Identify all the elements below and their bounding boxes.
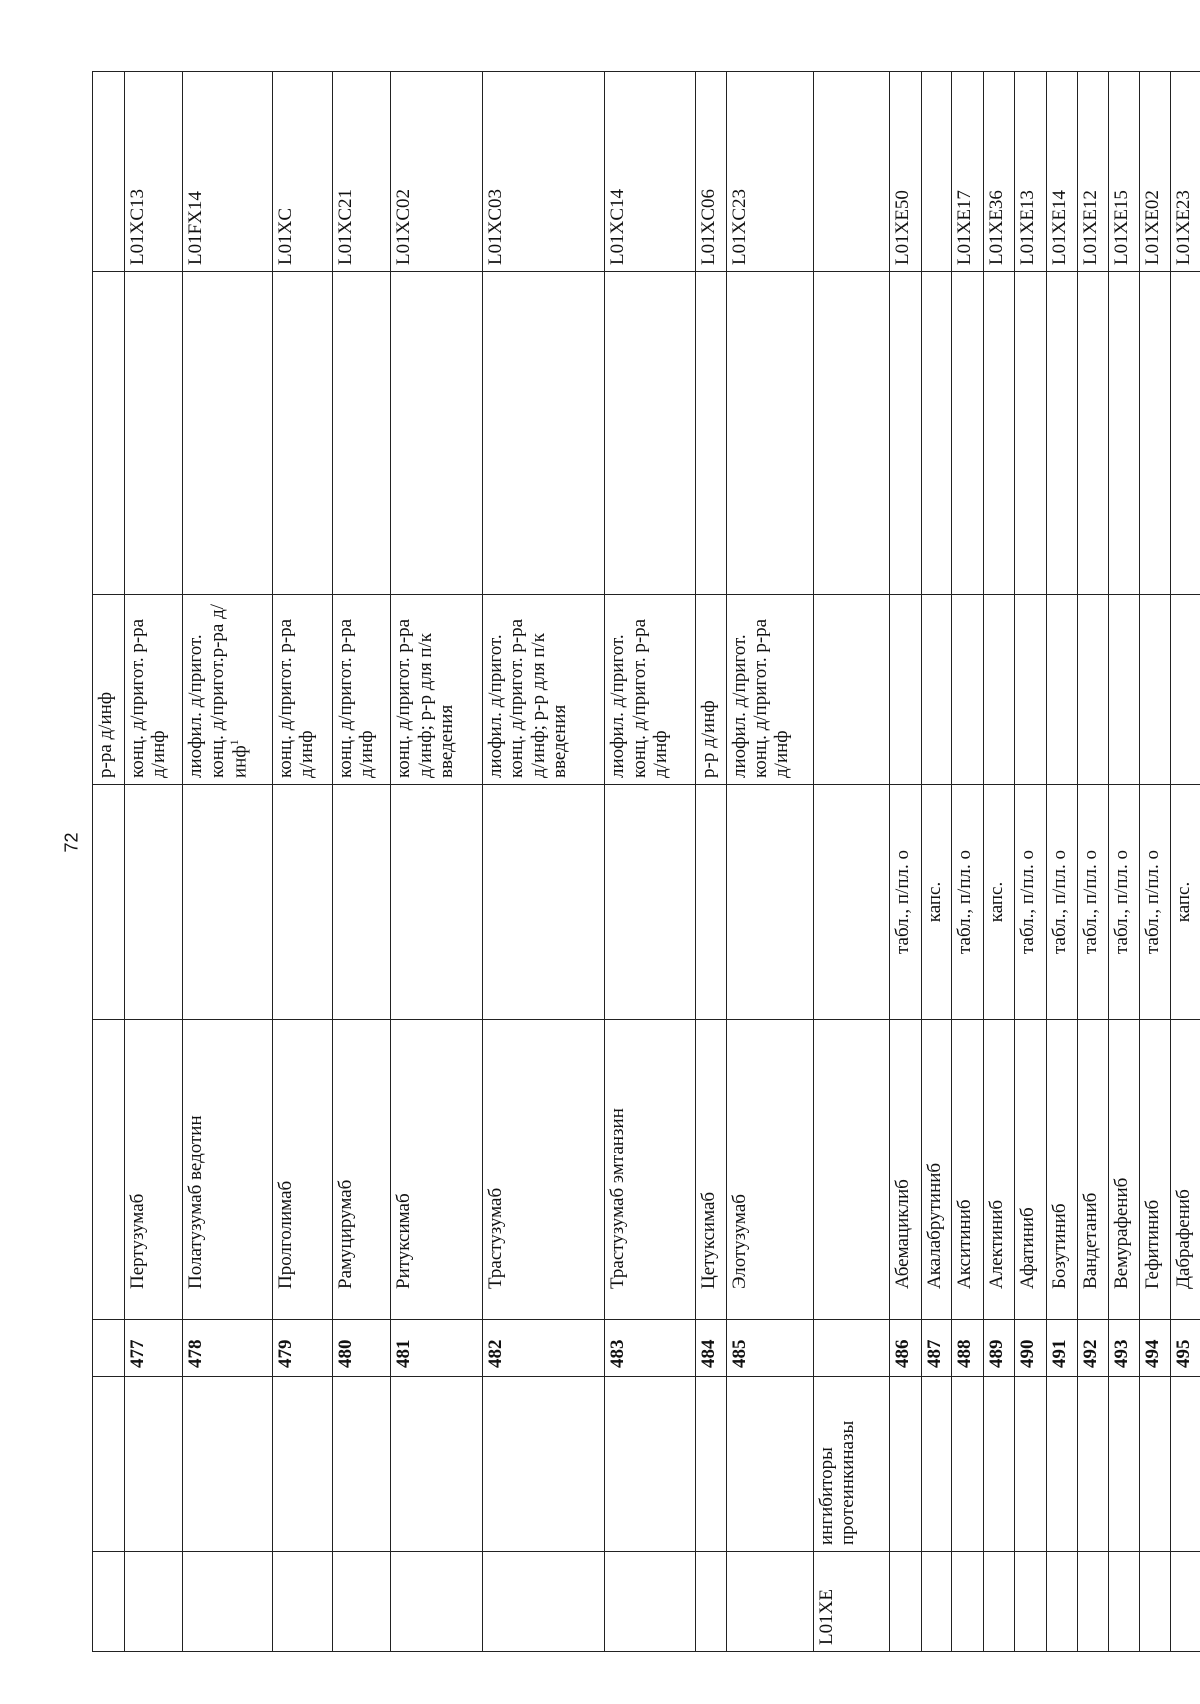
drug-name-cell (93, 1020, 125, 1320)
other-form-cell (483, 272, 605, 595)
oral-form-cell (183, 785, 272, 1020)
drug-name-cell: Абемациклиб (889, 1020, 921, 1320)
table-row (93, 72, 125, 1652)
row-number-cell: 495 (1171, 1320, 1200, 1377)
table-row (332, 72, 391, 1652)
drug-name-cell: Цетуксимаб (695, 1020, 726, 1320)
other-form-cell (1109, 272, 1140, 595)
group-name-cell (605, 1377, 695, 1552)
row-number-cell: 478 (183, 1320, 272, 1377)
other-form-cell (1015, 272, 1047, 595)
row-number-cell: 491 (1046, 1320, 1077, 1377)
atc-code-cell: L01XE36 (984, 72, 1015, 272)
group-name-cell (93, 1377, 125, 1552)
parenteral-form-cell (1077, 595, 1109, 785)
group-code-cell (93, 1552, 125, 1652)
row-number-cell: 481 (391, 1320, 483, 1377)
group-code-cell (391, 1552, 483, 1652)
row-number-cell: 486 (889, 1320, 921, 1377)
oral-form-cell (605, 785, 695, 1020)
table-row (889, 72, 921, 1652)
parenteral-form-cell (984, 595, 1015, 785)
row-number-cell: 480 (332, 1320, 391, 1377)
oral-form-cell (726, 785, 813, 1020)
row-number-cell: 492 (1077, 1320, 1109, 1377)
drug-name-cell: Бозутиниб (1046, 1020, 1077, 1320)
drug-name-cell: Рамуцирумаб (332, 1020, 391, 1320)
group-code-cell (1077, 1552, 1109, 1652)
group-code-cell (124, 1552, 183, 1652)
row-number-cell: 487 (921, 1320, 952, 1377)
group-code-cell (984, 1552, 1015, 1652)
table-row (1046, 72, 1077, 1652)
group-name-cell (695, 1377, 726, 1552)
other-form-cell (952, 272, 984, 595)
row-number-cell: 483 (605, 1320, 695, 1377)
group-name-cell (889, 1377, 921, 1552)
drug-name-cell (813, 1020, 889, 1320)
parenteral-form-cell (1109, 595, 1140, 785)
other-form-cell (272, 272, 332, 595)
atc-code-cell: L01XE23 (1171, 72, 1200, 272)
group-name-cell (124, 1377, 183, 1552)
other-form-cell (889, 272, 921, 595)
atc-code-cell: L01XC13 (124, 72, 183, 272)
oral-form-cell (124, 785, 183, 1020)
table-row (1077, 72, 1109, 1652)
drug-table (92, 71, 1200, 1652)
other-form-cell (921, 272, 952, 595)
parenteral-form-cell: лиофил. д/пригот. конц. д/пригот. р-ра д/инф (605, 595, 695, 785)
oral-form-cell: табл., п/пл. о (952, 785, 984, 1020)
oral-form-cell (93, 785, 125, 1020)
parenteral-form-cell: лиофил. д/пригот. конц. д/пригот. р-ра д/инф; р-р для п/к введения (483, 595, 605, 785)
oral-form-cell: табл., п/пл. о (1077, 785, 1109, 1020)
parenteral-form-cell (813, 595, 889, 785)
atc-code-cell (813, 72, 889, 272)
atc-code-cell (93, 72, 125, 272)
group-name-cell (1140, 1377, 1171, 1552)
table-row (984, 72, 1015, 1652)
atc-code-cell: L01XC02 (391, 72, 483, 272)
atc-code-cell: L01XC21 (332, 72, 391, 272)
oral-form-cell (813, 785, 889, 1020)
other-form-cell (605, 272, 695, 595)
group-code-cell (1140, 1552, 1171, 1652)
table-row (1171, 72, 1200, 1652)
parenteral-form-cell (1015, 595, 1047, 785)
parenteral-form-cell (889, 595, 921, 785)
atc-code-cell: L01XE02 (1140, 72, 1171, 272)
group-code-cell (332, 1552, 391, 1652)
atc-code-cell: L01XE15 (1109, 72, 1140, 272)
group-name-cell (183, 1377, 272, 1552)
parenteral-form-cell: р-р д/инф (695, 595, 726, 785)
oral-form-cell (332, 785, 391, 1020)
parenteral-form-cell (921, 595, 952, 785)
other-form-cell (332, 272, 391, 595)
atc-code-cell: L01XC23 (726, 72, 813, 272)
group-name-cell (1046, 1377, 1077, 1552)
table-row (124, 72, 183, 1652)
oral-form-cell: табл., п/пл. о (1140, 785, 1171, 1020)
drug-name-cell: Дабрафениб (1171, 1020, 1200, 1320)
oral-form-cell: капс. (921, 785, 952, 1020)
atc-code-cell: L01XC06 (695, 72, 726, 272)
drug-name-cell: Полатузумаб ведотин (183, 1020, 272, 1320)
row-number-cell (813, 1320, 889, 1377)
group-code-cell (1015, 1552, 1047, 1652)
group-name-cell (1109, 1377, 1140, 1552)
drug-name-cell: Трастузумаб эмтанзин (605, 1020, 695, 1320)
table-row (695, 72, 726, 1652)
drug-name-cell: Афатиниб (1015, 1020, 1047, 1320)
atc-code-cell (921, 72, 952, 272)
group-code-cell (695, 1552, 726, 1652)
row-number-cell: 489 (984, 1320, 1015, 1377)
group-code-cell (272, 1552, 332, 1652)
parenteral-form-cell (1140, 595, 1171, 785)
group-name-cell (391, 1377, 483, 1552)
table-row (1140, 72, 1171, 1652)
oral-form-cell (391, 785, 483, 1020)
table-row (726, 72, 813, 1652)
table-row (1109, 72, 1140, 1652)
group-code-cell (889, 1552, 921, 1652)
table-row (952, 72, 984, 1652)
group-name-cell (984, 1377, 1015, 1552)
group-name-cell (1171, 1377, 1200, 1552)
rotated-table-container (92, 72, 1200, 1652)
group-name-cell (952, 1377, 984, 1552)
other-form-cell (695, 272, 726, 595)
group-name-cell (272, 1377, 332, 1552)
row-number-cell: 490 (1015, 1320, 1047, 1377)
group-code-cell (183, 1552, 272, 1652)
table-row (183, 72, 272, 1652)
table-row (605, 72, 695, 1652)
other-form-cell (183, 272, 272, 595)
parenteral-form-cell: конц. д/пригот. р-ра д/инф (124, 595, 183, 785)
other-form-cell (391, 272, 483, 595)
atc-code-cell: L01XE50 (889, 72, 921, 272)
oral-form-cell: табл., п/пл. о (1109, 785, 1140, 1020)
group-name-cell (483, 1377, 605, 1552)
table-row (272, 72, 332, 1652)
oral-form-cell (483, 785, 605, 1020)
oral-form-cell: табл., п/пл. о (889, 785, 921, 1020)
drug-name-cell: Гефитиниб (1140, 1020, 1171, 1320)
group-code-cell (1046, 1552, 1077, 1652)
group-code-cell (952, 1552, 984, 1652)
oral-form-cell (272, 785, 332, 1020)
drug-name-cell: Алектиниб (984, 1020, 1015, 1320)
group-name-cell (726, 1377, 813, 1552)
other-form-cell (93, 272, 125, 595)
group-code-cell (726, 1552, 813, 1652)
parenteral-form-cell: р-ра д/инф (93, 595, 125, 785)
oral-form-cell (695, 785, 726, 1020)
group-code-cell (1109, 1552, 1140, 1652)
parenteral-form-cell (952, 595, 984, 785)
table-row (1015, 72, 1047, 1652)
other-form-cell (1171, 272, 1200, 595)
oral-form-cell: табл., п/пл. о (1015, 785, 1047, 1020)
group-code-cell (605, 1552, 695, 1652)
page-number: 72 (61, 832, 82, 853)
row-number-cell: 488 (952, 1320, 984, 1377)
other-form-cell (813, 272, 889, 595)
atc-code-cell: L01XE12 (1077, 72, 1109, 272)
other-form-cell (124, 272, 183, 595)
row-number-cell: 494 (1140, 1320, 1171, 1377)
other-form-cell (1077, 272, 1109, 595)
group-name-cell (1015, 1377, 1047, 1552)
group-name-cell (332, 1377, 391, 1552)
parenteral-form-cell (1171, 595, 1200, 785)
table-row (483, 72, 605, 1652)
footnote-mark: 1 (226, 739, 241, 746)
drug-name-cell: Пертузумаб (124, 1020, 183, 1320)
oral-form-cell: капс. (1171, 785, 1200, 1020)
group-name-cell: ингибиторы протеинкиназы (813, 1377, 889, 1552)
parenteral-form-cell: конц. д/пригот. р-ра д/инф (332, 595, 391, 785)
group-code-cell: L01XE (813, 1552, 889, 1652)
drug-name-cell: Акситиниб (952, 1020, 984, 1320)
parenteral-form-cell: лиофил. д/пригот. конц. д/пригот. р-ра д/инф (726, 595, 813, 785)
atc-code-cell: L01XC03 (483, 72, 605, 272)
row-number-cell: 484 (695, 1320, 726, 1377)
parenteral-form-cell: лиофил. д/пригот. конц. д/пригот.р-ра д/инф$^1$ (183, 595, 272, 785)
atc-code-cell: L01XE17 (952, 72, 984, 272)
table-row (391, 72, 483, 1652)
other-form-cell (1140, 272, 1171, 595)
table-row (921, 72, 952, 1652)
oral-form-cell: капс. (984, 785, 1015, 1020)
group-code-cell (921, 1552, 952, 1652)
row-number-cell: 482 (483, 1320, 605, 1377)
row-number-cell: 485 (726, 1320, 813, 1377)
parenteral-form-cell: конц. д/пригот. р-ра д/инф (272, 595, 332, 785)
group-code-cell (483, 1552, 605, 1652)
group-code-cell (1171, 1552, 1200, 1652)
table-body (93, 72, 1200, 1652)
row-number-cell (93, 1320, 125, 1377)
other-form-cell (1046, 272, 1077, 595)
oral-form-cell: табл., п/пл. о (1046, 785, 1077, 1020)
drug-name-cell: Трастузумаб (483, 1020, 605, 1320)
atc-code-cell: L01XE14 (1046, 72, 1077, 272)
row-number-cell: 493 (1109, 1320, 1140, 1377)
row-number-cell: 477 (124, 1320, 183, 1377)
drug-name-cell: Элотузумаб (726, 1020, 813, 1320)
drug-name-cell: Вемурафениб (1109, 1020, 1140, 1320)
parenteral-form-cell (1046, 595, 1077, 785)
atc-code-cell: L01XC (272, 72, 332, 272)
group-name-cell (921, 1377, 952, 1552)
other-form-cell (984, 272, 1015, 595)
atc-code-cell: L01XE13 (1015, 72, 1047, 272)
atc-code-cell: L01XC14 (605, 72, 695, 272)
table-row (813, 72, 889, 1652)
drug-name-cell: Пролголимаб (272, 1020, 332, 1320)
group-name-cell (1077, 1377, 1109, 1552)
atc-code-cell: L01FX14 (183, 72, 272, 272)
row-number-cell: 479 (272, 1320, 332, 1377)
drug-name-cell: Акалабрутиниб (921, 1020, 952, 1320)
drug-name-cell: Вандетаниб (1077, 1020, 1109, 1320)
parenteral-form-cell: конц. д/пригот. р-ра д/инф; р-р для п/к введения (391, 595, 483, 785)
other-form-cell (726, 272, 813, 595)
drug-name-cell: Ритуксимаб (391, 1020, 483, 1320)
